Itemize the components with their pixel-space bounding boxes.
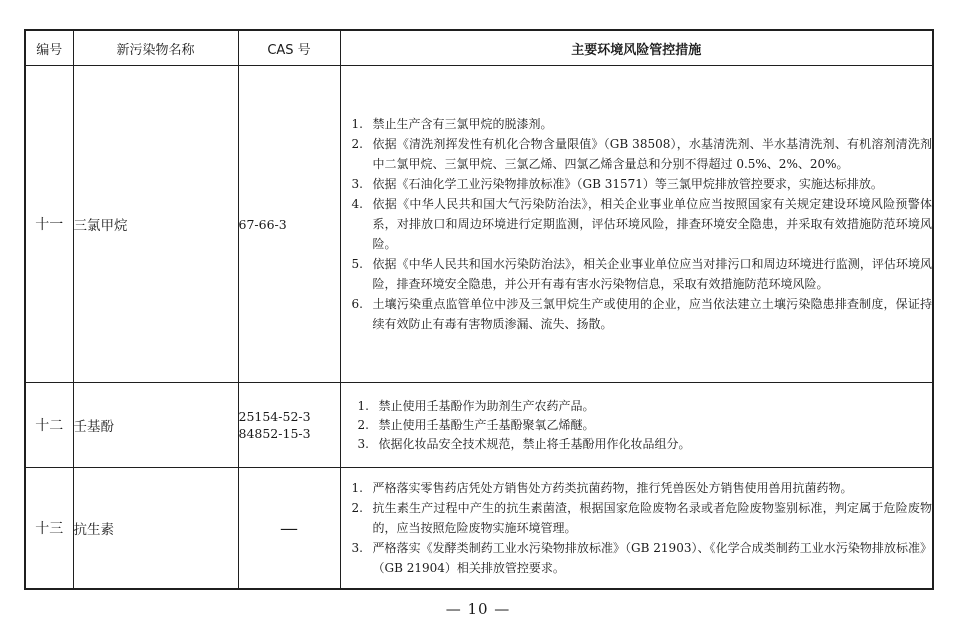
- measure-text: 严格落实《发酵类制药工业水污染物排放标准》（GB 21903）、《化学合成类制药工业水污染物排放标准》（GB 21904）相关排放管控要求。: [372, 541, 932, 575]
- measure-item: [341, 134, 933, 174]
- measure-item: [341, 538, 933, 578]
- cas-number-line: 25154-52-3: [238, 409, 311, 424]
- control-measures: [340, 66, 933, 383]
- control-measures: [340, 383, 933, 468]
- measure-item: [341, 254, 933, 294]
- measure-item: [347, 397, 927, 416]
- header-number: 编号: [25, 30, 73, 66]
- measure-number: 2.: [351, 137, 363, 151]
- cas-number: [238, 383, 340, 468]
- measure-item: [347, 435, 927, 454]
- measure-number: 5.: [351, 257, 363, 271]
- cas-number-line: 84852-15-3: [238, 426, 311, 441]
- measure-number: 6.: [351, 297, 363, 311]
- table-header-row: [25, 30, 933, 66]
- control-measures: [340, 468, 933, 590]
- measure-number: 3.: [351, 541, 363, 555]
- measure-item: [341, 194, 933, 254]
- measure-text: 严格落实零售药店凭处方销售处方药类抗菌药物，推行凭兽医处方销售使用兽用抗菌药物。: [372, 481, 853, 495]
- measure-item: [341, 114, 933, 134]
- measure-number: 2.: [357, 417, 369, 432]
- header-cas-number: CAS 号: [238, 30, 340, 66]
- measure-number: 1.: [351, 481, 363, 495]
- measure-text: 依据《石油化学工业污染物排放标准》（GB 31571）等三氯甲烷排放管控要求，实施达标排放。: [372, 177, 883, 191]
- measure-item: [341, 498, 933, 538]
- measure-item: [341, 478, 933, 498]
- measure-item: [347, 416, 927, 435]
- measure-number: 1.: [351, 117, 363, 131]
- table-row: [25, 66, 933, 383]
- cas-number: 67-66-3: [238, 66, 340, 383]
- measure-item: [341, 174, 933, 194]
- measure-number: 1.: [357, 398, 369, 413]
- measure-number: 3.: [351, 177, 363, 191]
- measure-text: 依据《清洗剂挥发性有机化合物含量限值》（GB 38508），水基清洗剂、半水基清洗剂、有机溶剂清洗剂中二氯甲烷、三氯甲烷、三氯乙烯、四氯乙烯含量总和分别不得超过 0.5%、2%、20%。: [372, 137, 932, 171]
- cas-number: —: [238, 468, 340, 590]
- pollutant-name: 抗生素: [73, 468, 238, 590]
- page-number: — 10 —: [445, 600, 511, 618]
- measure-item: [341, 294, 933, 334]
- header-control-measures: 主要环境风险管控措施: [340, 30, 933, 66]
- header-pollutant-name: 新污染物名称: [73, 30, 238, 66]
- measure-text: 依据《中华人民共和国水污染防治法》，相关企业事业单位应当对排污口和周边环境进行监测，评估环境风险，排查环境安全隐患，并公开有毒有害水污染物信息，采取有效措施防范环境风险。: [372, 257, 932, 291]
- pollutant-name: 壬基酚: [73, 383, 238, 468]
- measure-text: 禁止生产含有三氯甲烷的脱漆剂。: [372, 117, 553, 131]
- row-number: 十一: [25, 66, 73, 383]
- measure-text: 依据化妆品安全技术规范，禁止将壬基酚用作化妆品组分。: [378, 436, 691, 451]
- measure-text: 禁止使用壬基酚生产壬基酚聚氧乙烯醚。: [378, 417, 595, 432]
- measures-list: [341, 114, 933, 334]
- measure-text: 依据《中华人民共和国大气污染防治法》，相关企业事业单位应当按照国家有关规定建设环境风险预警体系，对排放口和周边环境进行定期监测，评估环境风险，排查环境安全隐患，并采取有效措施防范环境风险。: [372, 197, 932, 251]
- pollutant-control-table: [24, 29, 934, 590]
- measure-number: 4.: [351, 197, 363, 211]
- row-number: 十二: [25, 383, 73, 468]
- measures-list: [347, 397, 927, 454]
- table-row: [25, 383, 933, 468]
- measure-number: 2.: [351, 501, 363, 515]
- measure-text: 禁止使用壬基酚作为助剂生产农药产品。: [378, 398, 595, 413]
- measure-text: 抗生素生产过程中产生的抗生素菌渣，根据国家危险废物名录或者危险废物鉴别标准，判定属于危险废物的，应当按照危险废物实施环境管理。: [372, 501, 932, 535]
- table-row: [25, 468, 933, 590]
- measure-text: 土壤污染重点监管单位中涉及三氯甲烷生产或使用的企业，应当依法建立土壤污染隐患排查制度，保证持续有效防止有毒有害物质渗漏、流失、扬散。: [372, 297, 932, 331]
- row-number: 十三: [25, 468, 73, 590]
- measure-number: 3.: [357, 436, 369, 451]
- pollutant-name: 三氯甲烷: [73, 66, 238, 383]
- measures-list: [341, 478, 933, 578]
